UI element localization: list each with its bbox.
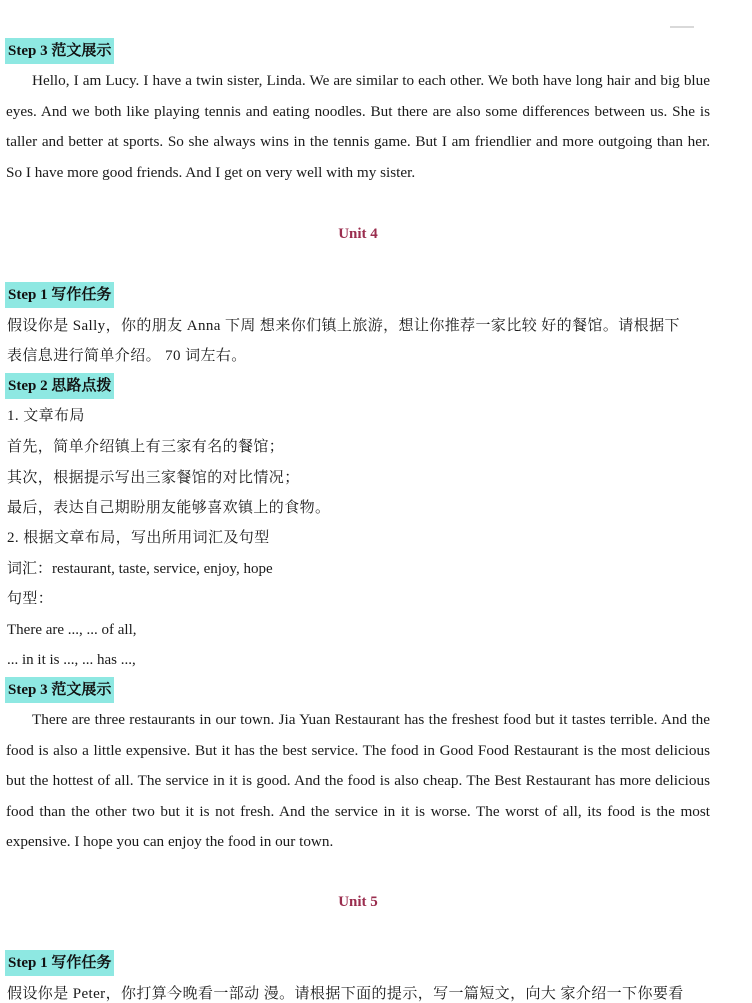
outline-line: 2. 根据文章布局，写出所用词汇及句型 bbox=[7, 530, 270, 546]
writing-task-line: 假设你是 Peter，你打算今晚看一部动 漫。请根据下面的提示，写一篇短文，向大 家介绍一下你要看 bbox=[7, 986, 684, 1002]
corner-mark bbox=[670, 26, 694, 28]
outline-line: 首先，简单介绍镇上有三家有名的餐馆； bbox=[7, 439, 285, 455]
sentence-pattern-line: There are ..., ... of all, bbox=[7, 622, 137, 638]
vocabulary-line: 词汇：restaurant, taste, service, enjoy, hope bbox=[7, 561, 273, 577]
step1-heading: Step 1 写作任务 bbox=[5, 282, 114, 308]
sentence-pattern-line: ... in it is ..., ... has ..., bbox=[7, 652, 136, 668]
step1-heading: Step 1 写作任务 bbox=[5, 950, 114, 976]
outline-line: 1. 文章布局 bbox=[7, 408, 85, 424]
outline-line: 最后，表达自己期盼朋友能够喜欢镇上的食物。 bbox=[7, 500, 331, 516]
step2-heading: Step 2 思路点拨 bbox=[5, 373, 114, 399]
step3-heading: Step 3 范文展示 bbox=[5, 677, 114, 703]
unit5-title: Unit 5 bbox=[338, 894, 378, 910]
sentence-pattern-label: 句型： bbox=[7, 591, 54, 607]
unit4-title: Unit 4 bbox=[338, 226, 378, 242]
step3-heading: Step 3 范文展示 bbox=[5, 38, 114, 64]
sample-essay-restaurants: There are three restaurants in our town. Jia Yuan Restaurant has the freshest food but it tastes terrible. And the food is also a little expensive. But it has the best service. The food in Good Food Restaurant is the most delicious but the hottest of all. The service in it is good. And the food is also cheap. The Best Restaurant has more delicious food than the other two but it is not fresh. And the service in it is worse. The worst of all, its food is the most expensive. I hope you can enjoy the food in our town. bbox=[6, 711, 710, 850]
outline-line: 其次，根据提示写出三家餐馆的对比情况； bbox=[7, 470, 300, 486]
sample-essay-lucy: Hello, I am Lucy. I have a twin sister, Linda. We are similar to each other. We both have long hair and big blue eyes. And we both like playing tennis and eating noodles. But there are also some differences between us. She is taller and better at sports. So she always wins in the tennis game. But I am friendlier and more outgoing than her. So I have more good friends. And I get on very well with my sister. bbox=[6, 72, 710, 181]
writing-task-line-1: 假设你是 Sally，你的朋友 Anna 下周 想来你们镇上旅游，想让你推荐一家比较 好的餐馆。请根据下 bbox=[7, 318, 680, 334]
writing-task-line-2: 表信息进行简单介绍。 70 词左右。 bbox=[7, 348, 247, 364]
